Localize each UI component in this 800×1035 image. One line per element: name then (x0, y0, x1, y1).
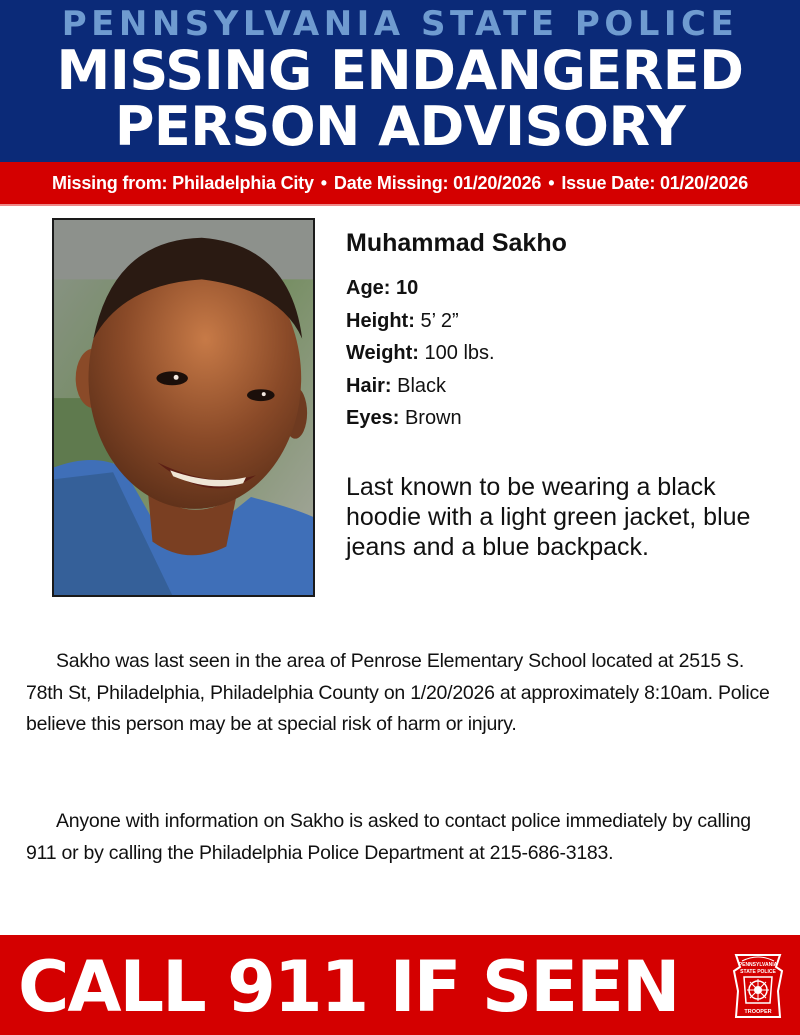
person-name: Muhammad Sakho (346, 229, 567, 257)
badge-top-text: PENNSYLVANIA (738, 962, 778, 968)
state-police-badge-icon (730, 951, 786, 1021)
person-details (346, 226, 786, 435)
fact-value: 5’ 2” (420, 309, 459, 332)
person-facts (346, 272, 786, 435)
badge-bottom-text: TROOPER (744, 1009, 772, 1015)
contact-paragraph: Anyone with information on Sakho is asked to contact police immediately by calling 911 or by calling the Philadelphia Police Department at 215-686-3183. (26, 810, 751, 864)
bullet-separator: • (548, 172, 555, 193)
footer-banner (0, 935, 800, 1035)
fact-height (346, 305, 786, 338)
advisory-title-line-2: PERSON ADVISORY (114, 95, 686, 158)
case-info-strip (0, 162, 800, 206)
fact-value: 10 (390, 277, 419, 299)
fact-label: Height: (346, 309, 415, 332)
issue-date: Issue Date: 01/20/2026 (561, 172, 749, 193)
fact-eyes (346, 402, 786, 435)
fact-age (346, 272, 786, 305)
bullet-separator: • (320, 172, 327, 193)
missing-person-photo (52, 218, 315, 597)
fact-weight (346, 337, 786, 370)
fact-label: Weight: (346, 342, 419, 364)
agency-name: PENNSYLVANIA STATE POLICE (61, 4, 739, 44)
fact-value: Brown (404, 407, 462, 429)
call-to-action: CALL 911 IF SEEN (18, 946, 679, 1028)
fact-label: Age: (346, 277, 391, 299)
last-seen-paragraph: Sakho was last seen in the area of Penrose Elementary School located at 2515 S. 78th St, Philadelphia, Philadelphia County on 1/20/2026 at approximately 8:10am. Police believe this person may be at special risk of harm or injury. (26, 650, 770, 735)
fact-label: Hair: (346, 374, 392, 397)
svg-text:STATE POLICE: STATE POLICE (740, 969, 776, 975)
fact-hair (346, 370, 786, 403)
fact-label: Eyes: (346, 407, 400, 429)
advisory-title-line-1: MISSING ENDANGERED (56, 39, 744, 102)
date-missing: Date Missing: 01/20/2026 (333, 172, 542, 193)
portrait-illustration (54, 220, 313, 595)
fact-value: Black (397, 374, 447, 397)
fact-value: 100 lbs. (424, 342, 495, 364)
clothing-description: Last known to be wearing a black hoodie with a light green jacket, blue jeans and a blue backpack. (346, 473, 751, 561)
header-banner (0, 0, 800, 162)
missing-from: Missing from: Philadelphia City (51, 172, 314, 193)
